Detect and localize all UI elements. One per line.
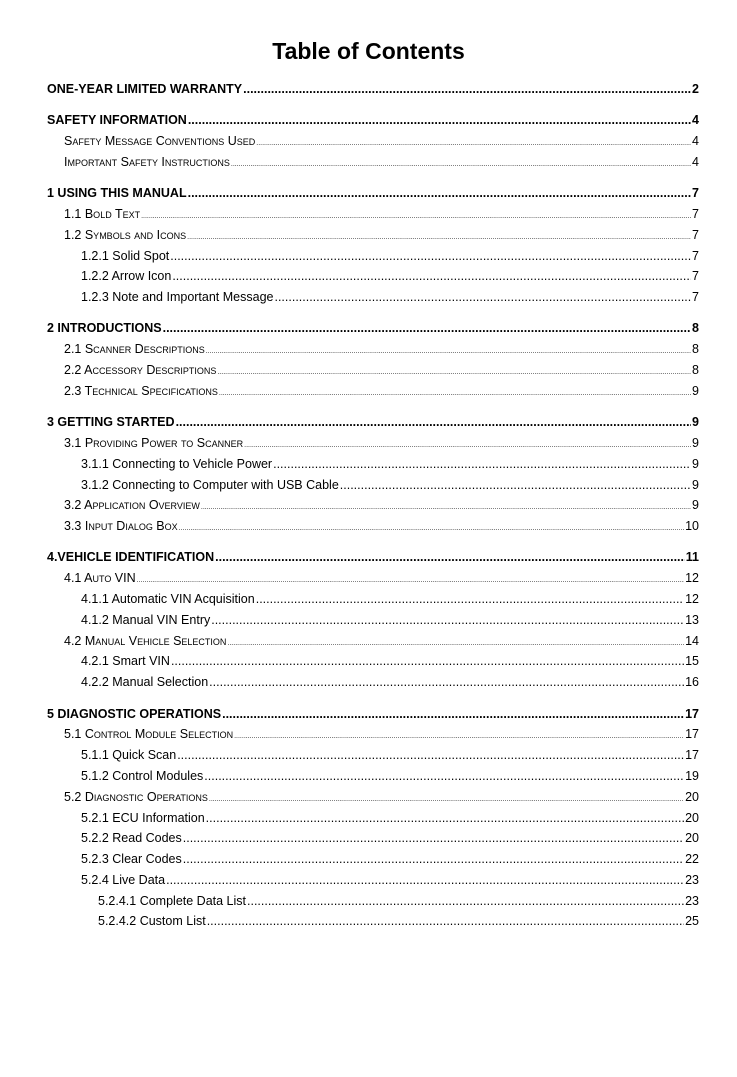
toc-entry-page: 9 bbox=[692, 477, 699, 492]
toc-entry-page: 9 bbox=[692, 498, 699, 513]
toc-entry-manual-vin-entry[interactable] bbox=[47, 610, 699, 631]
toc-entry-solid-spot[interactable] bbox=[47, 246, 699, 267]
toc-entry-page: 19 bbox=[685, 768, 699, 783]
leader-dots bbox=[243, 79, 691, 100]
toc-entry-providing-power[interactable] bbox=[47, 433, 699, 454]
leader-dots bbox=[183, 849, 684, 870]
leader-dots bbox=[256, 589, 684, 610]
toc-entry-control-module-selection[interactable] bbox=[47, 724, 699, 745]
leader-dots bbox=[166, 870, 684, 891]
table-of-contents bbox=[47, 79, 699, 932]
toc-entry-introductions[interactable] bbox=[47, 318, 699, 339]
toc-entry-label: 5.2.4 Live Data bbox=[81, 872, 166, 887]
leader-dots bbox=[163, 318, 691, 339]
toc-entry-complete-data-list[interactable] bbox=[47, 891, 699, 912]
toc-entry-page: 9 bbox=[692, 383, 699, 398]
leader-dots bbox=[141, 207, 691, 228]
toc-entry-page: 9 bbox=[692, 415, 699, 430]
toc-entry-page: 23 bbox=[685, 893, 699, 908]
toc-entry-symbols-and-icons[interactable] bbox=[47, 225, 699, 246]
toc-entry-page: 4 bbox=[692, 113, 699, 128]
leader-dots bbox=[211, 610, 684, 631]
leader-dots bbox=[171, 651, 684, 672]
toc-entry-clear-codes[interactable] bbox=[47, 849, 699, 870]
toc-entry-label: 5.2.1 ECU Information bbox=[81, 810, 205, 825]
toc-entry-page: 7 bbox=[692, 206, 699, 221]
toc-entry-page: 20 bbox=[685, 831, 699, 846]
toc-entry-page: 13 bbox=[685, 612, 699, 627]
toc-entry-diagnostic-operations-sub[interactable] bbox=[47, 787, 699, 808]
toc-entry-page: 17 bbox=[685, 727, 699, 742]
toc-entry-label: 3 GETTING STARTED bbox=[47, 415, 175, 430]
toc-entry-smart-vin[interactable] bbox=[47, 651, 699, 672]
leader-dots bbox=[274, 287, 691, 308]
toc-entry-live-data[interactable] bbox=[47, 870, 699, 891]
toc-entry-label: ONE-YEAR LIMITED WARRANTY bbox=[47, 82, 243, 96]
toc-entry-page: 8 bbox=[692, 342, 699, 357]
toc-entry-label: 1.2.2 Arrow Icon bbox=[81, 269, 172, 284]
leader-dots bbox=[204, 766, 684, 787]
leader-dots bbox=[222, 704, 684, 725]
leader-dots bbox=[183, 828, 684, 849]
toc-entry-manual-vehicle-selection[interactable] bbox=[47, 631, 699, 652]
toc-entry-label: 3.1 Providing Power to Scanner bbox=[64, 435, 244, 450]
toc-entry-using-this-manual[interactable] bbox=[47, 183, 699, 204]
toc-entry-label: 1 USING THIS MANUAL bbox=[47, 186, 187, 201]
leader-dots bbox=[273, 454, 691, 475]
toc-entry-label: 1.1 Bold Text bbox=[64, 206, 141, 221]
leader-dots bbox=[177, 745, 684, 766]
toc-entry-label: 2.1 Scanner Descriptions bbox=[64, 342, 205, 357]
toc-entry-scanner-descriptions[interactable] bbox=[47, 339, 699, 360]
toc-entry-read-codes[interactable] bbox=[47, 828, 699, 849]
toc-entry-page: 11 bbox=[685, 550, 699, 565]
leader-dots bbox=[209, 672, 684, 693]
toc-entry-control-modules[interactable] bbox=[47, 766, 699, 787]
toc-entry-page: 7 bbox=[692, 227, 699, 242]
toc-entry-label: 5.1 Control Module Selection bbox=[64, 727, 234, 742]
toc-entry-page: 12 bbox=[685, 571, 699, 586]
toc-entry-manual-selection[interactable] bbox=[47, 672, 699, 693]
toc-entry-label: 4.2.2 Manual Selection bbox=[81, 675, 209, 690]
toc-entry-important-safety-instructions[interactable] bbox=[47, 152, 699, 173]
toc-entry-quick-scan[interactable] bbox=[47, 745, 699, 766]
leader-dots bbox=[172, 266, 691, 287]
toc-entry-getting-started[interactable] bbox=[47, 412, 699, 433]
toc-entry-page: 8 bbox=[692, 363, 699, 378]
toc-entry-page: 4 bbox=[692, 154, 699, 169]
toc-entry-page: 16 bbox=[685, 675, 699, 690]
toc-entry-application-overview[interactable] bbox=[47, 495, 699, 516]
toc-entry-label: 5.1.2 Control Modules bbox=[81, 768, 204, 783]
toc-entry-label: 2 INTRODUCTIONS bbox=[47, 321, 162, 336]
toc-entry-page: 20 bbox=[685, 810, 699, 825]
toc-entry-label: 5 DIAGNOSTIC OPERATIONS bbox=[47, 706, 222, 721]
toc-entry-label: 2.2 Accessory Descriptions bbox=[64, 363, 217, 378]
toc-entry-label: 4.1 Auto VIN bbox=[64, 571, 136, 586]
toc-entry-page: 20 bbox=[685, 789, 699, 804]
toc-entry-label: 5.2 Diagnostic Operations bbox=[64, 789, 208, 804]
toc-entry-page: 23 bbox=[685, 872, 699, 887]
toc-entry-page: 14 bbox=[685, 633, 699, 648]
toc-entry-page: 15 bbox=[685, 654, 699, 669]
toc-entry-note-and-important-message[interactable] bbox=[47, 287, 699, 308]
toc-entry-label: 3.2 Application Overview bbox=[64, 498, 200, 513]
toc-entry-input-dialog-box[interactable] bbox=[47, 516, 699, 537]
toc-entry-page: 17 bbox=[685, 748, 699, 763]
leader-dots bbox=[176, 412, 691, 433]
leader-dots bbox=[217, 363, 691, 384]
toc-entry-vehicle-identification[interactable] bbox=[47, 547, 699, 568]
toc-entry-label: 4.2 Manual Vehicle Selection bbox=[64, 633, 227, 648]
toc-entry-auto-vin[interactable] bbox=[47, 568, 699, 589]
toc-entry-label: 1.2.1 Solid Spot bbox=[81, 248, 170, 263]
leader-dots bbox=[188, 183, 691, 204]
toc-entry-page: 25 bbox=[685, 914, 699, 929]
toc-entry-page: 9 bbox=[692, 435, 699, 450]
toc-entry-page: 4 bbox=[692, 134, 699, 149]
toc-entry-page: 22 bbox=[685, 852, 699, 867]
toc-entry-page: 7 bbox=[692, 269, 699, 284]
toc-entry-page: 17 bbox=[685, 706, 699, 721]
toc-entry-label: 4.VEHICLE IDENTIFICATION bbox=[47, 550, 215, 565]
toc-entry-label: 5.2.3 Clear Codes bbox=[81, 852, 182, 867]
toc-entry-warranty[interactable] bbox=[47, 79, 699, 100]
toc-entry-label: 4.2.1 Smart VIN bbox=[81, 654, 170, 669]
leader-dots bbox=[188, 110, 691, 131]
toc-entry-page: 10 bbox=[685, 519, 699, 534]
toc-entry-bold-text[interactable] bbox=[47, 204, 699, 225]
toc-entry-technical-specifications[interactable] bbox=[47, 381, 699, 402]
toc-entry-label: 5.2.4.2 Custom List bbox=[98, 914, 206, 929]
page-title: Table of Contents bbox=[272, 38, 465, 64]
toc-entry-label: 1.2.3 Note and Important Message bbox=[81, 290, 274, 305]
toc-entry-label: 4.1.2 Manual VIN Entry bbox=[81, 612, 211, 627]
toc-entry-page: 8 bbox=[692, 321, 699, 336]
toc-entry-label: Important Safety Instructions bbox=[64, 154, 230, 169]
toc-entry-label: 5.2.4.1 Complete Data List bbox=[98, 893, 246, 908]
toc-entry-safety-information[interactable] bbox=[47, 110, 699, 131]
toc-entry-page: 7 bbox=[692, 290, 699, 305]
toc-entry-ecu-information[interactable] bbox=[47, 808, 699, 829]
toc-entry-label: SAFETY INFORMATION bbox=[47, 113, 187, 128]
leader-dots bbox=[206, 342, 691, 363]
toc-entry-page: 7 bbox=[692, 186, 699, 201]
toc-entry-safety-message-conventions[interactable] bbox=[47, 131, 699, 152]
leader-dots bbox=[170, 246, 691, 267]
leader-dots bbox=[215, 547, 685, 568]
toc-entry-label: 5.2.2 Read Codes bbox=[81, 831, 182, 846]
toc-entry-diagnostic-operations[interactable] bbox=[47, 704, 699, 725]
toc-entry-page: 2 bbox=[692, 82, 699, 96]
toc-entry-label: 4.1.1 Automatic VIN Acquisition bbox=[81, 592, 255, 607]
leader-dots bbox=[231, 155, 691, 176]
toc-entry-page: 9 bbox=[692, 456, 699, 471]
leader-dots bbox=[201, 498, 691, 519]
toc-entry-label: 3.1.2 Connecting to Computer with USB Cable bbox=[81, 477, 339, 492]
toc-entry-usb-cable[interactable] bbox=[47, 475, 699, 496]
toc-entry-automatic-vin-acquisition[interactable] bbox=[47, 589, 699, 610]
toc-entry-label: 3.3 Input Dialog Box bbox=[64, 519, 178, 534]
toc-entry-accessory-descriptions[interactable] bbox=[47, 360, 699, 381]
leader-dots bbox=[206, 808, 684, 829]
toc-entry-label: 2.3 Technical Specifications bbox=[64, 383, 218, 398]
toc-entry-label: 3.1.1 Connecting to Vehicle Power bbox=[81, 456, 273, 471]
leader-dots bbox=[256, 134, 691, 155]
toc-entry-custom-list[interactable] bbox=[47, 911, 699, 932]
leader-dots bbox=[219, 384, 691, 405]
toc-entry-label: 5.1.1 Quick Scan bbox=[81, 748, 177, 763]
toc-entry-arrow-icon[interactable] bbox=[47, 266, 699, 287]
toc-entry-page: 12 bbox=[685, 592, 699, 607]
toc-entry-label: Safety Message Conventions Used bbox=[64, 134, 256, 149]
toc-entry-vehicle-power[interactable] bbox=[47, 454, 699, 475]
leader-dots bbox=[247, 891, 684, 912]
leader-dots bbox=[179, 519, 684, 540]
toc-entry-page: 7 bbox=[692, 248, 699, 263]
leader-dots bbox=[207, 911, 684, 932]
leader-dots bbox=[340, 475, 691, 496]
toc-entry-label: 1.2 Symbols and Icons bbox=[64, 227, 187, 242]
